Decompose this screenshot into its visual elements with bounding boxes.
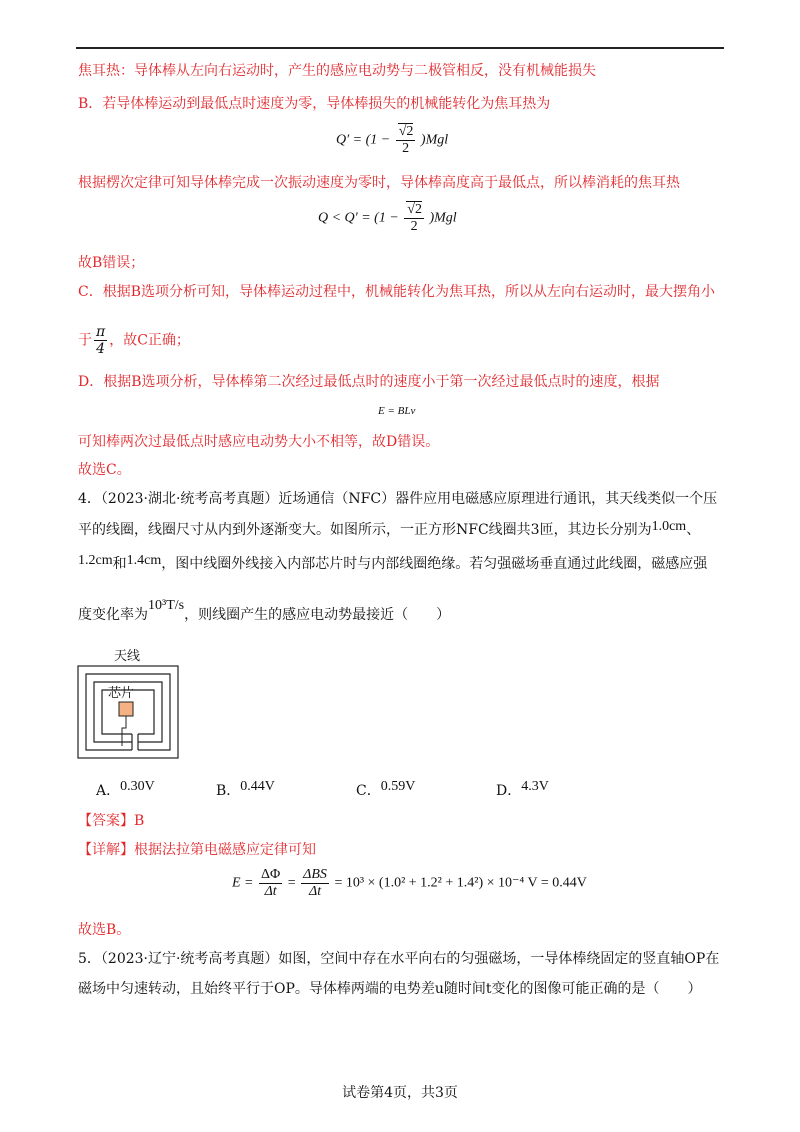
option-a-letter: A． bbox=[96, 783, 121, 799]
coil-lead-wires bbox=[132, 734, 138, 750]
option-c-letter: C． bbox=[356, 783, 381, 799]
text-line-8: 可知棒两次过最低点时感应电动势大小不相等，故D错误。 bbox=[78, 434, 440, 450]
option-a-value: 0.30V bbox=[120, 779, 155, 794]
text-line-9: 故选C。 bbox=[78, 462, 131, 478]
option-b-letter: B． bbox=[216, 783, 241, 799]
q4-text-3: ，图中线圈外线接入内部芯片时与内部线圈绝缘。若匀强磁场垂直通过此线圈，磁感应强 bbox=[161, 556, 708, 572]
question-4-line-3 bbox=[78, 555, 707, 574]
answer-line: 【答案】B bbox=[78, 813, 145, 829]
q4-sep: 、 bbox=[686, 522, 701, 538]
equation-1 bbox=[336, 124, 448, 157]
option-d-letter: D． bbox=[496, 783, 522, 799]
eq4-f1-den: Δt bbox=[264, 884, 277, 899]
eq4-fraction-2 bbox=[301, 867, 329, 900]
option-a[interactable] bbox=[96, 779, 155, 801]
option-b[interactable] bbox=[216, 779, 275, 801]
text-line-6b: ，故C正确； bbox=[109, 332, 190, 349]
eq1-num: √2 bbox=[398, 124, 414, 139]
nfc-coil-diagram bbox=[76, 644, 186, 764]
q4-text-4: 度变化率为 bbox=[78, 607, 148, 623]
text-line-5: C．根据B选项分析可知，导体棒运动过程中，机械能转化为焦耳热，所以从左向右运动时，最大摆角小 bbox=[78, 284, 715, 300]
text-line-3: 根据楞次定律可知导体棒完成一次振动速度为零时，导体棒高度高于最低点，所以棒消耗的焦耳热 bbox=[78, 175, 680, 191]
question-5-line-2: 磁场中匀速转动，且始终平行于OP。导体棒两端的电势差u随时间t变化的图像可能正确的是（ ） bbox=[78, 981, 702, 997]
text-line-6 bbox=[78, 324, 190, 357]
chip-square bbox=[119, 702, 133, 716]
eq4-rest: = 10³ × (1.0² + 1.2² + 1.4²) × 10⁻⁴ V = 0.44V bbox=[334, 875, 587, 891]
eq2-left: Q < Q′ = (1 − bbox=[318, 210, 399, 226]
pi-num: π bbox=[96, 324, 106, 340]
text-line-2: B．若导体棒运动到最低点时速度为零，导体棒损失的机械能转化为焦耳热为 bbox=[78, 96, 551, 112]
q4-rate-value: 10³T/s bbox=[148, 598, 185, 613]
option-d-value: 4.3V bbox=[521, 779, 549, 794]
q4-value-1: 1.0cm bbox=[651, 519, 687, 534]
eq1-left: Q′ = (1 − bbox=[336, 132, 391, 148]
equation-4 bbox=[232, 867, 587, 900]
text-line-1: 焦耳热：导体棒从左向右运动时，产生的感应电动势与二极管相反，没有机械能损失 bbox=[78, 63, 596, 79]
text-line-4: 故B错误； bbox=[78, 255, 145, 271]
eq2-right: )Mgl bbox=[429, 210, 457, 226]
question-5-line-1: 5．（2023·辽宁·统考高考真题）如图，空间中存在水平向右的匀强磁场，一导体棒绕固定的竖直轴OP在 bbox=[78, 951, 720, 967]
question-4-line-4 bbox=[78, 598, 451, 625]
header-rule bbox=[76, 47, 724, 49]
nfc-coil-figure bbox=[76, 644, 186, 768]
equation-2 bbox=[318, 202, 457, 235]
pi-fraction bbox=[94, 324, 107, 357]
antenna-label: 天线 bbox=[114, 649, 141, 664]
option-c[interactable] bbox=[356, 779, 416, 801]
choose-line: 故选B。 bbox=[78, 922, 131, 938]
question-4-line-2 bbox=[78, 521, 700, 540]
eq4-fraction-1 bbox=[259, 867, 282, 900]
eq2-fraction bbox=[404, 202, 424, 235]
eq4-equals: = bbox=[287, 875, 296, 891]
page-footer: 试卷第4页，共3页 bbox=[342, 1085, 458, 1101]
detail-line: 【详解】根据法拉第电磁感应定律可知 bbox=[78, 842, 316, 858]
eq4-E: E = bbox=[232, 875, 254, 891]
equation-3: E = BLv bbox=[378, 405, 416, 417]
q4-text-2: 平的线圈，线圈尺寸从内到外逐渐变大。如图所示，一正方形NFC线圈共3匝，其边长分别为 bbox=[78, 522, 652, 538]
eq1-den: 2 bbox=[402, 141, 410, 156]
q4-value-2: 1.2cm bbox=[78, 553, 113, 568]
eq4-f2-den: Δt bbox=[308, 884, 322, 899]
chip-label: 芯片 bbox=[108, 686, 135, 701]
option-c-value: 0.59V bbox=[380, 779, 416, 794]
pi-den: 4 bbox=[96, 341, 106, 357]
q4-text-4-end: ，则线圈产生的感应电动势最接近（ ） bbox=[184, 607, 451, 623]
eq4-f2-num: ΔBS bbox=[303, 867, 327, 882]
option-d[interactable] bbox=[496, 779, 549, 801]
option-b-value: 0.44V bbox=[240, 779, 275, 794]
eq2-num: √2 bbox=[407, 202, 422, 217]
eq1-fraction bbox=[396, 124, 416, 157]
eq4-f1-num: ΔΦ bbox=[261, 867, 281, 882]
q4-value-3: 1.4cm bbox=[126, 553, 162, 568]
q4-and: 和 bbox=[112, 556, 127, 572]
question-4-line-1: 4．（2023·湖北·统考高考真题）近场通信（NFC）器件应用电磁感应原理进行通讯，其天线类似一个压 bbox=[78, 491, 718, 507]
eq2-den: 2 bbox=[410, 219, 418, 234]
eq1-right: )Mgl bbox=[420, 132, 449, 148]
text-line-7: D．根据B选项分析，导体棒第二次经过最低点时的速度小于第一次经过最低点时的速度，根据 bbox=[78, 374, 660, 390]
text-line-6a: 于 bbox=[78, 332, 92, 349]
